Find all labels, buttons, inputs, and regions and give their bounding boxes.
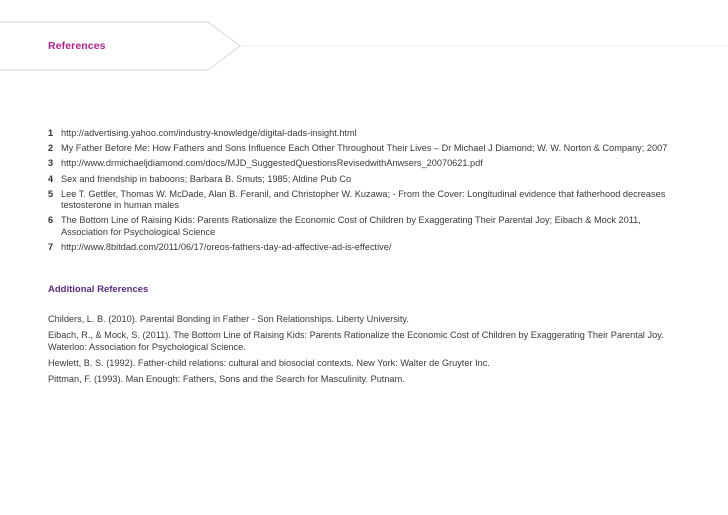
reference-list <box>48 128 688 257</box>
reference-item <box>48 215 688 238</box>
reference-number: 3 <box>48 158 54 169</box>
reference-number: 4 <box>48 173 54 184</box>
reference-item <box>48 242 688 254</box>
header-tab-shape <box>0 0 728 120</box>
additional-references-heading: Additional References <box>48 284 149 295</box>
additional-reference-item: Hewlett, B. S. (1992). Father-child relations: cultural and biosocial contexts. New York: Walter de Gruyter Inc. <box>48 357 490 368</box>
additional-reference-item: Pittman, F. (1993). Man Enough: Fathers, Sons and the Search for Masculinity. Putnam. <box>48 373 405 384</box>
reference-item <box>48 189 688 212</box>
reference-number: 7 <box>48 242 54 253</box>
reference-number: 1 <box>48 128 54 138</box>
reference-text: Sex and friendship in baboons; Barbara B. Smuts; 1985; Aldine Pub Co <box>61 173 352 184</box>
reference-number: 2 <box>48 143 54 154</box>
reference-text: http://www.8bitdad.com/2011/06/17/oreos-fathers-day-ad-affective-ad-is-effective/ <box>61 242 392 253</box>
additional-reference-list <box>48 314 688 390</box>
reference-item <box>48 174 688 186</box>
additional-reference-item: Eibach, R., & Mock, S. (2011). The Bottom Line of Raising Kids: Parents Rationalize the Economic Cost of Children by Exaggerating Their Parental Joy. Waterloo: Association for Psychological Science. <box>48 330 664 352</box>
reference-text: The Bottom Line of Raising Kids: Parents Rationalize the Economic Cost of Children by Exaggerating Their Parental Joy; Eibach & Mock 2011, Association for Psychological Science <box>61 215 641 237</box>
reference-item <box>48 158 688 170</box>
reference-number: 6 <box>48 215 54 226</box>
reference-item <box>48 128 688 140</box>
additional-reference-item: Childers, L. B. (2010). Parental Bonding in Father - Son Relationships. Liberty University. <box>48 314 409 324</box>
page-title: References <box>48 40 106 52</box>
reference-text: Lee T. Gettler, Thomas W. McDade, Alan B. Feranil, and Christopher W. Kuzawa; - From the Cover: Longitudinal evidence that fatherhood decreases testosterone in human males <box>61 188 666 211</box>
reference-text: My Father Before Me: How Fathers and Sons Influence Each Other Throughout Their Lives – Dr Michael J Diamond; W. W. Norton & Company; 2007 <box>61 143 668 154</box>
reference-text: http://advertising.yahoo.com/industry-knowledge/digital-dads-insight.html <box>61 128 357 138</box>
reference-item <box>48 143 688 155</box>
reference-text: http://www.drmichaeljdiamond.com/docs/MJD_SuggestedQuestionsRevisedwithAnwsers_20070621.pdf <box>61 158 483 169</box>
reference-number: 5 <box>48 188 54 199</box>
